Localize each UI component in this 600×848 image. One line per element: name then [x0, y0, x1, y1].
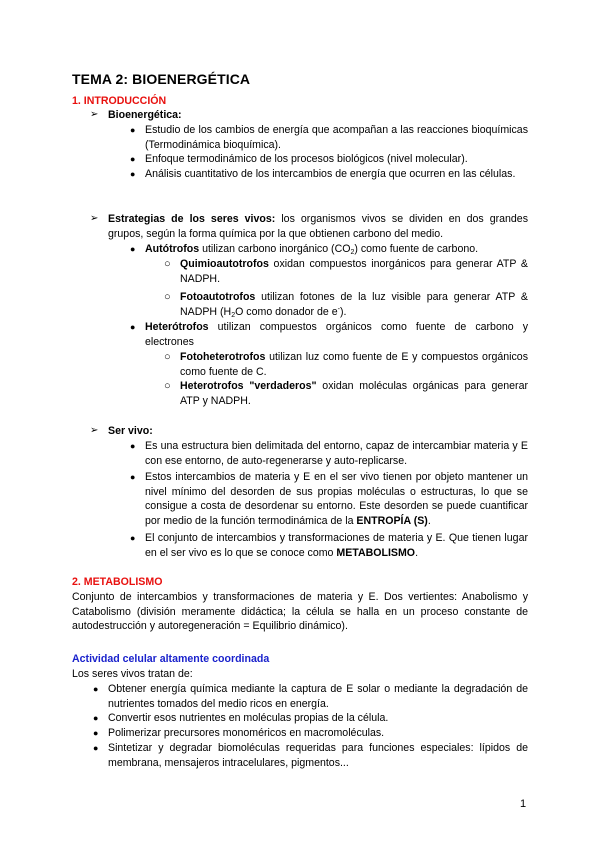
subscript: 2: [350, 249, 355, 256]
arrow-bullet-icon: ➢: [90, 425, 99, 436]
bullet-icon: ●: [93, 728, 99, 738]
list-item-text-end: .: [427, 514, 431, 527]
quimioautotrofos-text: oxidan compuestos inorgánicos para generar ATP & NADPH.: [180, 258, 528, 285]
bullet-icon: ●: [130, 322, 136, 332]
fotoautotrofos-text: utilizan fotones de la luz visible para generar ATP & NADPH (H: [180, 291, 528, 318]
circle-bullet-icon: ○: [164, 291, 171, 303]
metabolismo-intro-paragraph: Conjunto de intercambios y transformaciones de materia y E. Dos vertientes: Anabolismo y Catabolismo (división meramente didáctica; la célula se halla en un proceso constante de autodestrucción y autoregeneración = Equilibrio dinámico).: [72, 591, 528, 633]
section-heading-introduccion: 1. INTRODUCCIÓN: [72, 95, 167, 107]
list-item-text: Obtener energía química mediante la captura de E solar o mediante la degradación de nutrientes tomados del medio ricos en energía.: [108, 683, 528, 710]
list-item-text: Estos intercambios de materia y E en el ser vivo tienen por objeto mantener un nivel mínimo del desorden de sus propias moléculas o estructuras, lo que se consigue a costa de desordenar su entorno. Este desorden se puede cuantificar por medio de la función termodinámica de la: [145, 471, 528, 527]
list-item-text: Es una estructura bien delimitada del entorno, capaz de intercambiar materia y E con ese entorno, de auto-regenerarse y auto-replicarse.: [145, 440, 528, 467]
term-metabolismo: METABOLISMO: [336, 546, 416, 559]
arrow-bullet-icon: ➢: [90, 213, 99, 224]
bullet-icon: ●: [93, 743, 99, 753]
autotrofos-text: utilizan carbono inorgánico (CO: [199, 243, 351, 255]
circle-bullet-icon: ○: [164, 351, 171, 363]
bullet-icon: ●: [130, 533, 136, 543]
bullet-icon: ●: [130, 169, 136, 179]
term-heterotrofos-verdaderos: Heterotrofos "verdaderos": [180, 380, 317, 392]
term-entropia: ENTROPÍA (S): [356, 514, 428, 527]
fotoautotrofos-text-b: O como donador de e: [235, 305, 338, 318]
bullet-icon: ●: [93, 713, 99, 723]
term-ser-vivo: Ser vivo:: [108, 425, 153, 437]
term-bioenergetica: Bioenergética:: [108, 109, 182, 121]
term-fotoautotrofos: Fotoautotrofos: [180, 291, 256, 303]
list-item-text: El conjunto de intercambios y transformaciones de materia y E. Que tienen lugar en el ser vivo es lo que se conoce como: [145, 532, 528, 559]
superscript: -: [337, 305, 340, 313]
term-autotrofos: Autótrofos: [145, 243, 200, 255]
term-heterotrofos: Heterótrofos: [145, 321, 209, 333]
list-item-text: Convertir esos nutrientes en moléculas propias de la célula.: [108, 712, 389, 724]
subscript: 2: [231, 311, 236, 319]
lead-text: Los seres vivos tratan de:: [72, 668, 193, 680]
list-item-text: Análisis cuantitativo de los intercambios de energía que ocurren en las células.: [145, 168, 516, 180]
autotrofos-text-end: ) como fuente de carbono.: [354, 243, 479, 255]
circle-bullet-icon: ○: [164, 258, 171, 270]
circle-bullet-icon: ○: [164, 380, 171, 392]
bullet-icon: ●: [130, 125, 136, 135]
heterotrofos-verdaderos-text: oxidan moléculas orgánicas para generar ATP y NADPH.: [180, 380, 528, 407]
term-fotoheterotrofos: Fotoheterotrofos: [180, 351, 266, 363]
section-heading-metabolismo: 2. METABOLISMO: [72, 576, 163, 588]
list-item-text-end: .: [415, 546, 419, 559]
page-number: 1: [520, 798, 527, 810]
list-item-text: Estudio de los cambios de energía que acompañan a las reacciones bioquímicas (Termodinámica bioquímica).: [145, 124, 528, 151]
list-item-text: Enfoque termodinámico de los procesos biológicos (nivel molecular).: [145, 153, 468, 165]
bullet-icon: ●: [130, 244, 136, 254]
fotoautotrofos-text-end: ).: [339, 305, 347, 318]
arrow-bullet-icon: ➢: [90, 109, 99, 120]
term-estrategias: Estrategias de los seres vivos:: [108, 213, 276, 225]
list-item-text: Polimerizar precursores monoméricos en macromoléculas.: [108, 727, 385, 739]
fotoheterotrofos-text: utilizan luz como fuente de E y compuestos orgánicos como fuente de C.: [180, 351, 528, 378]
heterotrofos-text: utilizan compuestos orgánicos como fuente de carbono y electrones: [145, 321, 528, 348]
term-quimioautotrofos: Quimioautotrofos: [180, 258, 269, 270]
list-item-text: Sintetizar y degradar biomoléculas requeridas para funciones especiales: lípidos de membrana, mensajeros intracelulares, pigmentos...: [108, 742, 528, 769]
bullet-icon: ●: [130, 441, 136, 451]
bullet-icon: ●: [130, 472, 136, 482]
bullet-icon: ●: [130, 154, 136, 164]
bullet-icon: ●: [93, 684, 99, 694]
page-title: TEMA 2: BIOENERGÉTICA: [72, 71, 251, 87]
subsection-heading-actividad-celular: Actividad celular altamente coordinada: [72, 653, 270, 665]
estrategias-text: los organismos vivos se dividen en dos grandes grupos, según la forma química por la que obtienen carbono del medio.: [108, 213, 528, 240]
